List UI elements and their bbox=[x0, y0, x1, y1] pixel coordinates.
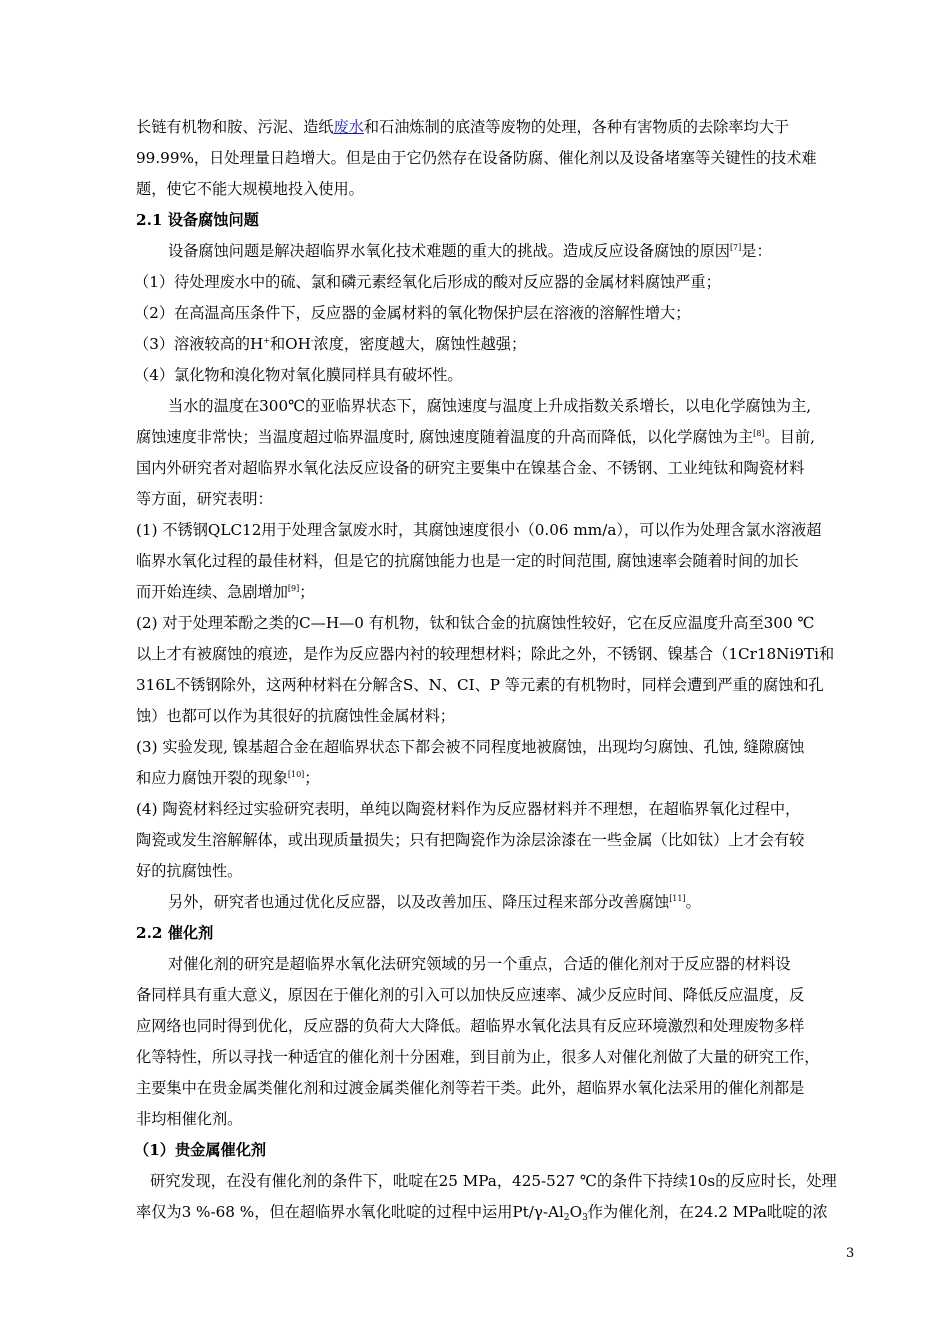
text-line bbox=[136, 112, 860, 143]
text-line: 99.99%，日处理量日趋增大。但是由于它仍然存在设备防腐、催化剂以及设备堵塞等关键性的技术难 bbox=[136, 149, 817, 167]
text-line: 国内外研究者对超临界水氧化法反应设备的研究主要集中在镍基合金、不锈钢、工业纯钛和陶瓷材料 bbox=[136, 459, 805, 477]
text-run: ； bbox=[304, 769, 320, 787]
text-line: 陶瓷或发生溶解解体，或出现质量损失；只有把陶瓷作为涂层涂漆在一些金属（比如钛）上才会有较 bbox=[136, 831, 805, 849]
citation: [11] bbox=[669, 894, 686, 903]
text-line: 蚀）也都可以作为其很好的抗腐蚀性金属材料； bbox=[136, 707, 455, 725]
list-item: （2）在高温高压条件下，反应器的金属材料的氧化物保护层在溶液的溶解性增大； bbox=[134, 304, 691, 322]
list-item bbox=[134, 329, 860, 360]
text-run: ； bbox=[299, 583, 315, 601]
page-number: 3 bbox=[846, 1246, 855, 1261]
text-line bbox=[136, 577, 860, 608]
list-item: (1) 不锈钢QLC12用于处理含氯废水时，其腐蚀速度很小（0.06 mm/a），可以作为处理含氯水溶液超 bbox=[136, 521, 822, 539]
text-run: 浓度，密度越大，腐蚀性越强； bbox=[313, 335, 527, 353]
text-line bbox=[136, 236, 860, 267]
wastewater-link[interactable]: 废水 bbox=[333, 118, 364, 136]
text-run: 而开始连续、急剧增加 bbox=[136, 583, 288, 601]
list-item: (4) 陶瓷材料经过实验研究表明，单纯以陶瓷材料作为反应器材料并不理想，在超临界氧化过程中， bbox=[136, 800, 801, 818]
text-run: 。 bbox=[685, 893, 701, 911]
citation: [10] bbox=[287, 770, 305, 779]
document-page bbox=[136, 112, 860, 1228]
list-item: (2) 对于处理苯酚之类的C—H—0 有机物，钛和钛合金的抗腐蚀性较好，它在反应温度升高至300 ℃ bbox=[136, 614, 815, 632]
citation: [7] bbox=[729, 243, 742, 252]
text-run: 另外，研究者也通过优化反应器，以及改善加压、降压过程来部分改善腐蚀 bbox=[168, 893, 670, 911]
text-line: 题，使它不能大规模地投入使用。 bbox=[136, 180, 364, 198]
section-heading-2-2: 2.2 催化剂 bbox=[136, 924, 214, 942]
text-line: 备同样具有重大意义，原因在于催化剂的引入可以加快反应速率、减少反应时间、降低反应温度，反 bbox=[136, 986, 805, 1004]
text-run: 作为催化剂，在24.2 MPa吡啶的浓 bbox=[587, 1203, 828, 1221]
list-item: (3) 实验发现, 镍基超合金在超临界状态下都会被不同程度地被腐蚀，出现均匀腐蚀、孔蚀, 缝隙腐蚀 bbox=[136, 738, 805, 756]
text-run: 和应力腐蚀开裂的现象 bbox=[136, 769, 288, 787]
text-run: 是： bbox=[741, 242, 772, 260]
text-line: 主要集中在贵金属类催化剂和过渡金属类催化剂等若干类。此外，超临界水氧化法采用的催化剂都是 bbox=[136, 1079, 805, 1097]
text-line: 等方面，研究表明： bbox=[136, 490, 273, 508]
text-line bbox=[136, 887, 860, 918]
text-line: 对催化剂的研究是超临界水氧化法研究领域的另一个重点，合适的催化剂对于反应器的材料设 bbox=[168, 955, 791, 973]
superscript: - bbox=[310, 336, 314, 345]
text-line bbox=[136, 422, 860, 453]
text-run: 和石油炼制的底渣等废物的处理，各种有害物质的去除率均大于 bbox=[363, 118, 790, 136]
subscript: 2 bbox=[563, 1213, 570, 1223]
text-line bbox=[136, 763, 860, 794]
subscript: 3 bbox=[582, 1213, 588, 1223]
text-line: 以上才有被腐蚀的痕迹，是作为反应器内衬的较理想材料；除此之外，不锈钢、镍基合（1Cr18Ni9Ti和 bbox=[136, 645, 835, 663]
subsection-heading: （1）贵金属催化剂 bbox=[134, 1141, 267, 1159]
text-run: 腐蚀速度非常快；当温度超过临界温度时, 腐蚀速度随着温度的升高而降低，以化学腐蚀为主 bbox=[136, 428, 754, 446]
text-line bbox=[136, 1197, 860, 1228]
citation: [9] bbox=[287, 584, 300, 593]
text-run: 率仅为3 %-68 %，但在超临界水氧化吡啶的过程中运用Pt/γ-Al bbox=[136, 1203, 564, 1221]
list-item: （4）氯化物和溴化物对氧化膜同样具有破坏性。 bbox=[134, 366, 463, 384]
text-line: 316L不锈钢除外，这两种材料在分解含S、N、CI、P 等元素的有机物时，同样会遭到严重的腐蚀和孔 bbox=[136, 676, 824, 694]
text-line: 应网络也同时得到优化，反应器的负荷大大降低。超临界水氧化法具有反应环境激烈和处理废物多样 bbox=[136, 1017, 805, 1035]
text-line: 好的抗腐蚀性。 bbox=[136, 862, 243, 880]
text-run: 和OH bbox=[269, 335, 311, 353]
text-line: 非均相催化剂。 bbox=[136, 1110, 243, 1128]
citation: [8] bbox=[753, 429, 765, 438]
text-run: 。目前, bbox=[764, 428, 815, 446]
text-line: 当水的温度在300℃的亚临界状态下，腐蚀速度与温度上升成指数关系增长，以电化学腐蚀为主, bbox=[168, 397, 812, 415]
text-line: 研究发现，在没有催化剂的条件下，吡啶在25 MPa，425-527 ℃的条件下持续10s的反应时长，处理 bbox=[150, 1172, 837, 1190]
text-run: （3）溶液较高的H bbox=[134, 335, 264, 353]
superscript: + bbox=[263, 336, 270, 345]
text-run: 设备腐蚀问题是解决超临界水氧化技术难题的重大的挑战。造成反应设备腐蚀的原因 bbox=[168, 242, 730, 260]
list-item: （1）待处理废水中的硫、氯和磷元素经氧化后形成的酸对反应器的金属材料腐蚀严重； bbox=[134, 273, 721, 291]
text-line: 临界水氧化过程的最佳材料，但是它的抗腐蚀能力也是一定的时间范围, 腐蚀速率会随着时间的加长 bbox=[136, 552, 799, 570]
text-run: 长链有机物和胺、污泥、造纸 bbox=[136, 118, 334, 136]
text-line: 化等特性，所以寻找一种适宜的催化剂十分困难，到目前为止，很多人对催化剂做了大量的研究工作， bbox=[136, 1048, 820, 1066]
text-run: O bbox=[569, 1203, 583, 1221]
section-heading-2-1: 2.1 设备腐蚀问题 bbox=[136, 211, 259, 229]
